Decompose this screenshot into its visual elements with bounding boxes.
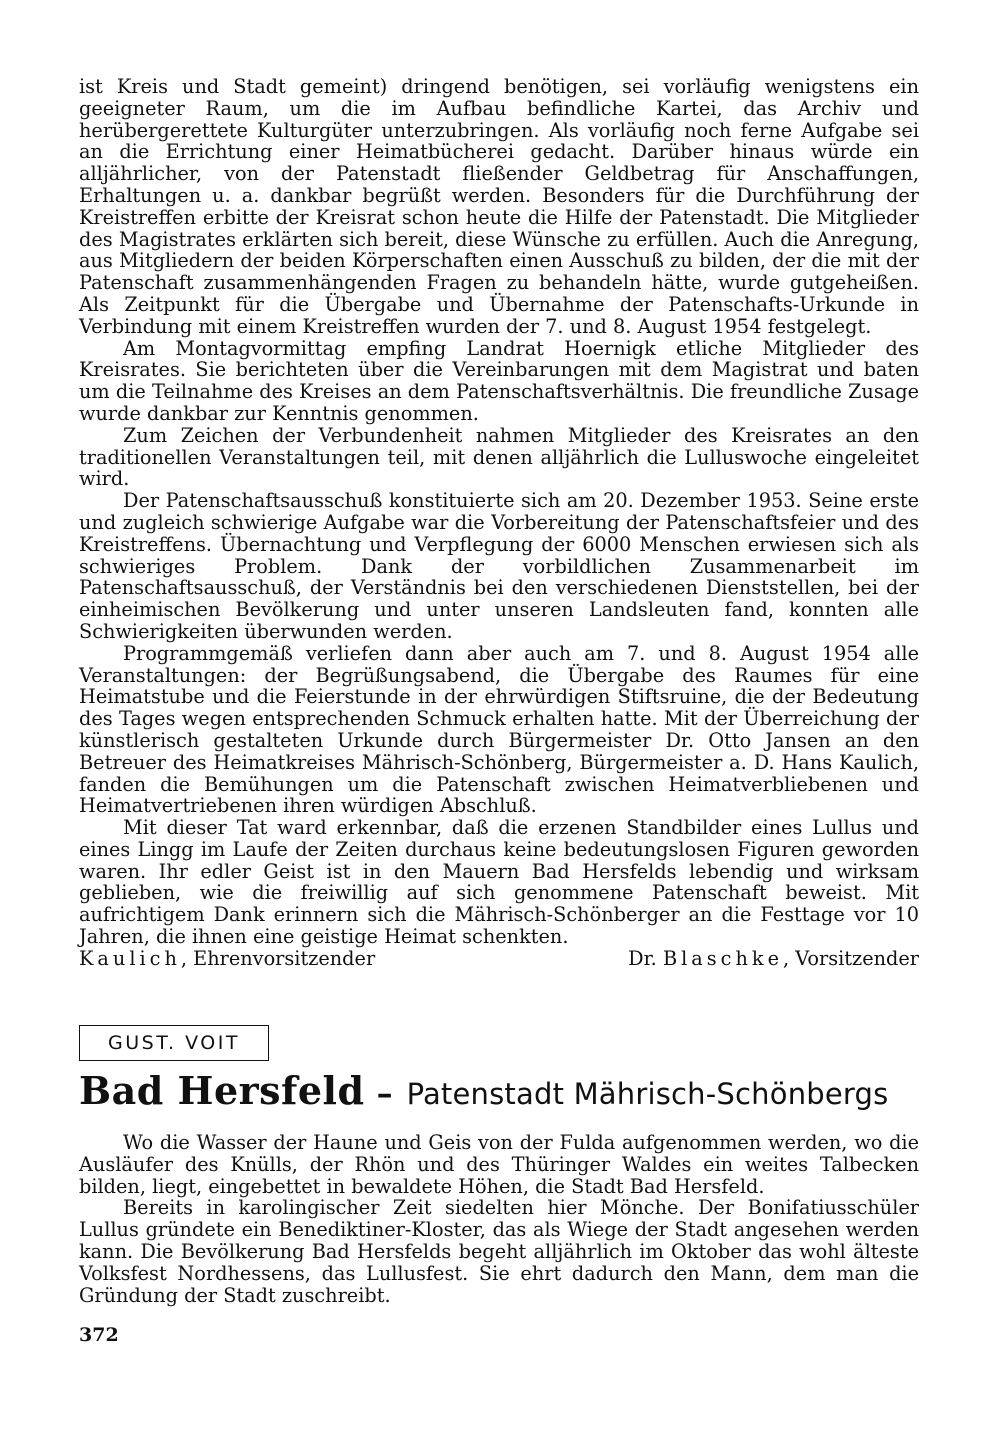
signature-right (628, 948, 919, 970)
signature-left-name: Kaulich (79, 946, 181, 970)
body-text (79, 76, 919, 970)
article-title: Bad Hersfeld (79, 1068, 365, 1113)
paragraph-5: Programmgemäß verliefen dann aber auch am 7. und 8. August 1954 alle Veranstaltungen: der Begrüßungsabend, die Übergabe des Raumes für eine Heimatstube und die Feierstunde in der ehrwürdigen Stiftsruine, die der Bedeutung des Tages wegen entsprechenden Schmuck erhalten hatte. Mit der Überreichung der künstlerisch gestalteten Urkunde durch Bürgermeister Dr. Otto Jansen an den Betreuer des Heimatkreises Mährisch-Schönberg, Bürgermeister a. D. Hans Kaulich, fanden die Bemühungen um die Patenschaft zwischen Heimatverbliebenen und Heimatvertriebenen ihren würdigen Abschluß. (79, 641, 919, 818)
article-subtitle: Patenstadt Mährisch-Schönbergs (406, 1077, 889, 1111)
page-number: 372 (79, 1324, 119, 1346)
author-box: GUST. VOIT (79, 1025, 269, 1061)
paragraph-2: Am Montagvormittag empfing Landrat Hoernigk etliche Mitglieder des Kreisrates. Sie berichteten über die Vereinbarungen mit dem Magistrat und baten um die Teilnahme des Kreises an dem Patenschaftsverhältnis. Die freundliche Zusage wurde dankbar zur Kenntnis genommen. (79, 336, 919, 425)
signature-line (79, 948, 919, 970)
signature-left (79, 948, 375, 970)
article-paragraph-1: Wo die Wasser der Haune und Geis von der Fulda aufgenommen werden, wo die Ausläufer des Knülls, der Rhön und des Thüringer Waldes ein weites Talbecken bilden, liegt, eingebettet in bewaldete Höhen, die Stadt Bad Hersfeld. (79, 1131, 919, 1198)
paragraph-6: Mit dieser Tat ward erkennbar, daß die erzenen Standbilder eines Lullus und eines Lingg im Laufe der Zeiten durchaus keine bedeutungslosen Figuren geworden waren. Ihr edler Geist ist in den Mauern Bad Hersfelds lebendig und wirksam geblieben, wie die freiwillig auf sich genommene Patenschaft beweist. Mit aufrichtigem Dank erinnern sich die Mährisch-Schönberger an die Festtage vor 10 Jahren, die ihnen eine geistige Heimat schenkten. (79, 816, 919, 949)
title-dash: – (376, 1074, 393, 1112)
signature-right-name: Blaschke (662, 946, 783, 970)
article-heading (79, 1068, 919, 1113)
article-text (79, 1132, 919, 1306)
paragraph-1: ist Kreis und Stadt gemeint) dringend benötigen, sei vorläufig wenigstens ein geeigneter Raum, um die im Aufbau befindliche Kartei, das Archiv und herübergerettete Kulturgüter unterzubringen. Als vorläufig noch ferne Aufgabe sei an die Errichtung einer Heimatbücherei gedacht. Darüber hinaus würde ein alljährlicher, von der Patenstadt fließender Geldbetrag für Anschaffungen, Erhaltungen u. a. dankbar begrüßt werden. Besonders für die Durchführung der Kreistreffen erbitte der Kreisrat schon heute die Hilfe der Patenstadt. Die Mitglieder des Magistrates erklärten sich bereit, diese Wünsche zu erfüllen. Auch die Anregung, aus Mitgliedern der beiden Körperschaften einen Ausschuß zu bilden, der die mit der Patenschaft zusammenhängenden Fragen zu behandeln hätte, wurde gutgeheißen. Als Zeitpunkt für die Übergabe und Übernahme der Patenschafts-Urkunde in Verbindung mit einem Kreistreffen wurden der 7. und 8. August 1954 festgelegt. (79, 75, 919, 338)
signature-right-prefix: Dr. (628, 946, 663, 970)
signature-left-role: , Ehrenvorsitzender (180, 946, 376, 970)
signature-right-role: , Vorsitzender (782, 946, 919, 970)
paragraph-3: Zum Zeichen der Verbundenheit nahmen Mitglieder des Kreisrates an den traditionellen Veranstaltungen teil, mit denen alljährlich die Lulluswoche eingeleitet wird. (79, 423, 919, 491)
article-paragraph-2: Bereits in karolingischer Zeit siedelten hier Mönche. Der Bonifatiusschüler Lullus gründete ein Benediktiner-Kloster, das als Wiege der Stadt angesehen werden kann. Die Bevölkerung Bad Hersfelds begeht alljährlich im Oktober das wohl älteste Volksfest Nordhessens, das Lullusfest. Sie ehrt dadurch den Mann, dem man die Gründung der Stadt zuschreibt. (79, 1196, 919, 1307)
paragraph-4: Der Patenschaftsausschuß konstituierte sich am 20. Dezember 1953. Seine erste und zugleich schwierige Aufgabe war die Vorbereitung der Patenschaftsfeier und des Kreistreffens. Übernachtung und Verpflegung der 6000 Menschen erwiesen sich als schwieriges Problem. Dank der vorbildlichen Zusammenarbeit im Patenschaftsausschuß, der Verständnis bei den verschiedenen Dienststellen, bei der einheimischen Bevölkerung und unter unseren Landsleuten fand, konnten alle Schwierigkeiten überwunden werden. (79, 489, 919, 643)
